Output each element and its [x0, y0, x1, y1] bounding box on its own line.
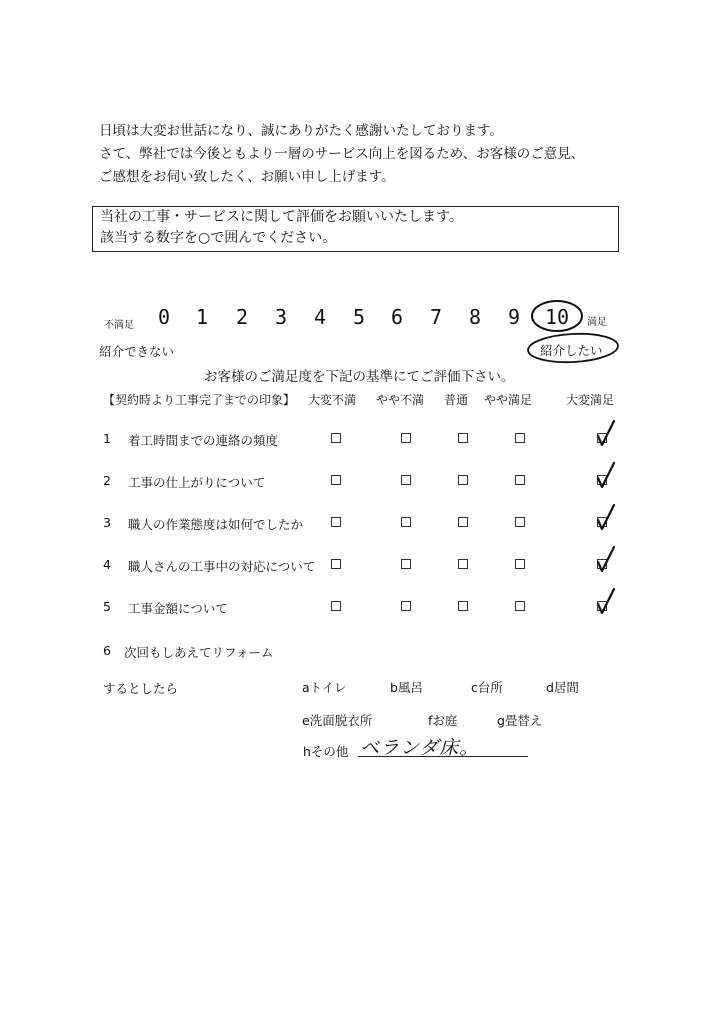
option-other-underline	[358, 756, 528, 757]
option-toilet: aトイレ	[302, 680, 347, 695]
question-number: 5	[103, 599, 111, 614]
rating-number-8[interactable]: 8	[469, 305, 482, 329]
checkbox-4[interactable]	[515, 559, 525, 569]
checkbox-1[interactable]	[331, 433, 341, 443]
question-text: 工事の仕上がりについて	[128, 475, 266, 490]
reform-question-line-2: するとしたら	[103, 681, 179, 696]
checkbox-4[interactable]	[515, 601, 525, 611]
rating-number-9[interactable]: 9	[508, 305, 521, 329]
question-text: 着工時間までの連絡の頻度	[128, 433, 279, 448]
question-number: 3	[103, 515, 111, 530]
reform-question-line-1: 次回もしあえてリフォーム	[124, 645, 274, 660]
col-header-very-dissatisfied: 大変不満	[308, 393, 357, 407]
rating-number-10[interactable]: 10	[545, 305, 570, 329]
rating-number-5[interactable]: 5	[353, 305, 366, 329]
checkbox-1[interactable]	[331, 517, 341, 527]
col-header-somewhat-dissatisfied: やや不満	[376, 393, 425, 407]
option-tatami: g畳替え	[497, 713, 543, 728]
option-kitchen: c台所	[471, 680, 503, 695]
checkbox-3[interactable]	[458, 475, 468, 485]
option-washroom: e洗面脱衣所	[302, 713, 373, 728]
checkbox-2[interactable]	[401, 517, 411, 527]
checkbox-4[interactable]	[515, 475, 525, 485]
option-living-room: d居間	[546, 680, 579, 695]
question-text: 職人の作業態度は如何でしたか	[128, 517, 304, 532]
checkbox-5[interactable]	[597, 433, 607, 443]
section-label: 【契約時より工事完了までの印象】	[103, 393, 296, 407]
checkbox-2[interactable]	[401, 433, 411, 443]
checkbox-5[interactable]	[597, 601, 607, 611]
scale-right-label: 満足	[587, 317, 607, 328]
option-garden: fお庭	[428, 713, 458, 728]
instruction-text	[100, 207, 463, 249]
checkbox-3[interactable]	[458, 559, 468, 569]
checkbox-3[interactable]	[458, 433, 468, 443]
checkbox-2[interactable]	[401, 559, 411, 569]
question-number: 2	[103, 473, 111, 488]
checkbox-2[interactable]	[401, 475, 411, 485]
intro-line-3: ご感想をお伺い致したく、お願い申し上げます。	[99, 169, 395, 185]
col-header-very-satisfied: 大変満足	[566, 393, 615, 407]
option-bath: b風呂	[390, 680, 423, 695]
checkbox-1[interactable]	[331, 559, 341, 569]
checkbox-5[interactable]	[597, 475, 607, 485]
checkbox-4[interactable]	[515, 517, 525, 527]
rating-number-3[interactable]: 3	[275, 305, 288, 329]
scale-left-label: 不満足	[104, 320, 134, 331]
instruction-line-2: 該当する数字を○で囲んでください。	[100, 230, 337, 246]
checkbox-5[interactable]	[597, 559, 607, 569]
intro-line-2: さて、弊社では今後ともより一層のサービス向上を図るため、お客様のご意見、	[99, 146, 585, 162]
reform-question-number: 6	[103, 643, 111, 658]
checkbox-3[interactable]	[458, 517, 468, 527]
rating-number-6[interactable]: 6	[391, 305, 404, 329]
intro-paragraph	[99, 120, 584, 189]
checkbox-3[interactable]	[458, 601, 468, 611]
question-number: 1	[103, 431, 111, 446]
question-text: 職人さんの工事中の対応について	[128, 559, 316, 574]
instruction-line-1: 当社の工事・サービスに関して評価をお願いいたします。	[100, 209, 463, 225]
col-header-somewhat-satisfied: やや満足	[484, 393, 533, 407]
question-text: 工事金額について	[128, 601, 228, 616]
rating-number-4[interactable]: 4	[314, 305, 327, 329]
rating-number-0[interactable]: 0	[158, 305, 171, 329]
satisfaction-heading: お客様のご満足度を下記の基準にてご評価下さい。	[204, 369, 515, 385]
rating-number-2[interactable]: 2	[236, 305, 249, 329]
question-number: 4	[103, 557, 111, 572]
option-other-label: hその他	[303, 744, 349, 759]
checkbox-5[interactable]	[597, 517, 607, 527]
checkbox-1[interactable]	[331, 601, 341, 611]
scale-right-caption: 紹介したい	[540, 343, 603, 358]
checkbox-4[interactable]	[515, 433, 525, 443]
intro-line-1: 日頃は大変お世話になり、誠にありがたく感謝いたしております。	[99, 123, 503, 139]
checkbox-1[interactable]	[331, 475, 341, 485]
scale-left-caption: 紹介できない	[99, 344, 175, 359]
rating-number-1[interactable]: 1	[196, 305, 209, 329]
option-other-answer: ベランダ床。	[360, 737, 480, 759]
rating-number-7[interactable]: 7	[430, 305, 443, 329]
checkbox-2[interactable]	[401, 601, 411, 611]
col-header-neutral: 普通	[444, 393, 469, 407]
